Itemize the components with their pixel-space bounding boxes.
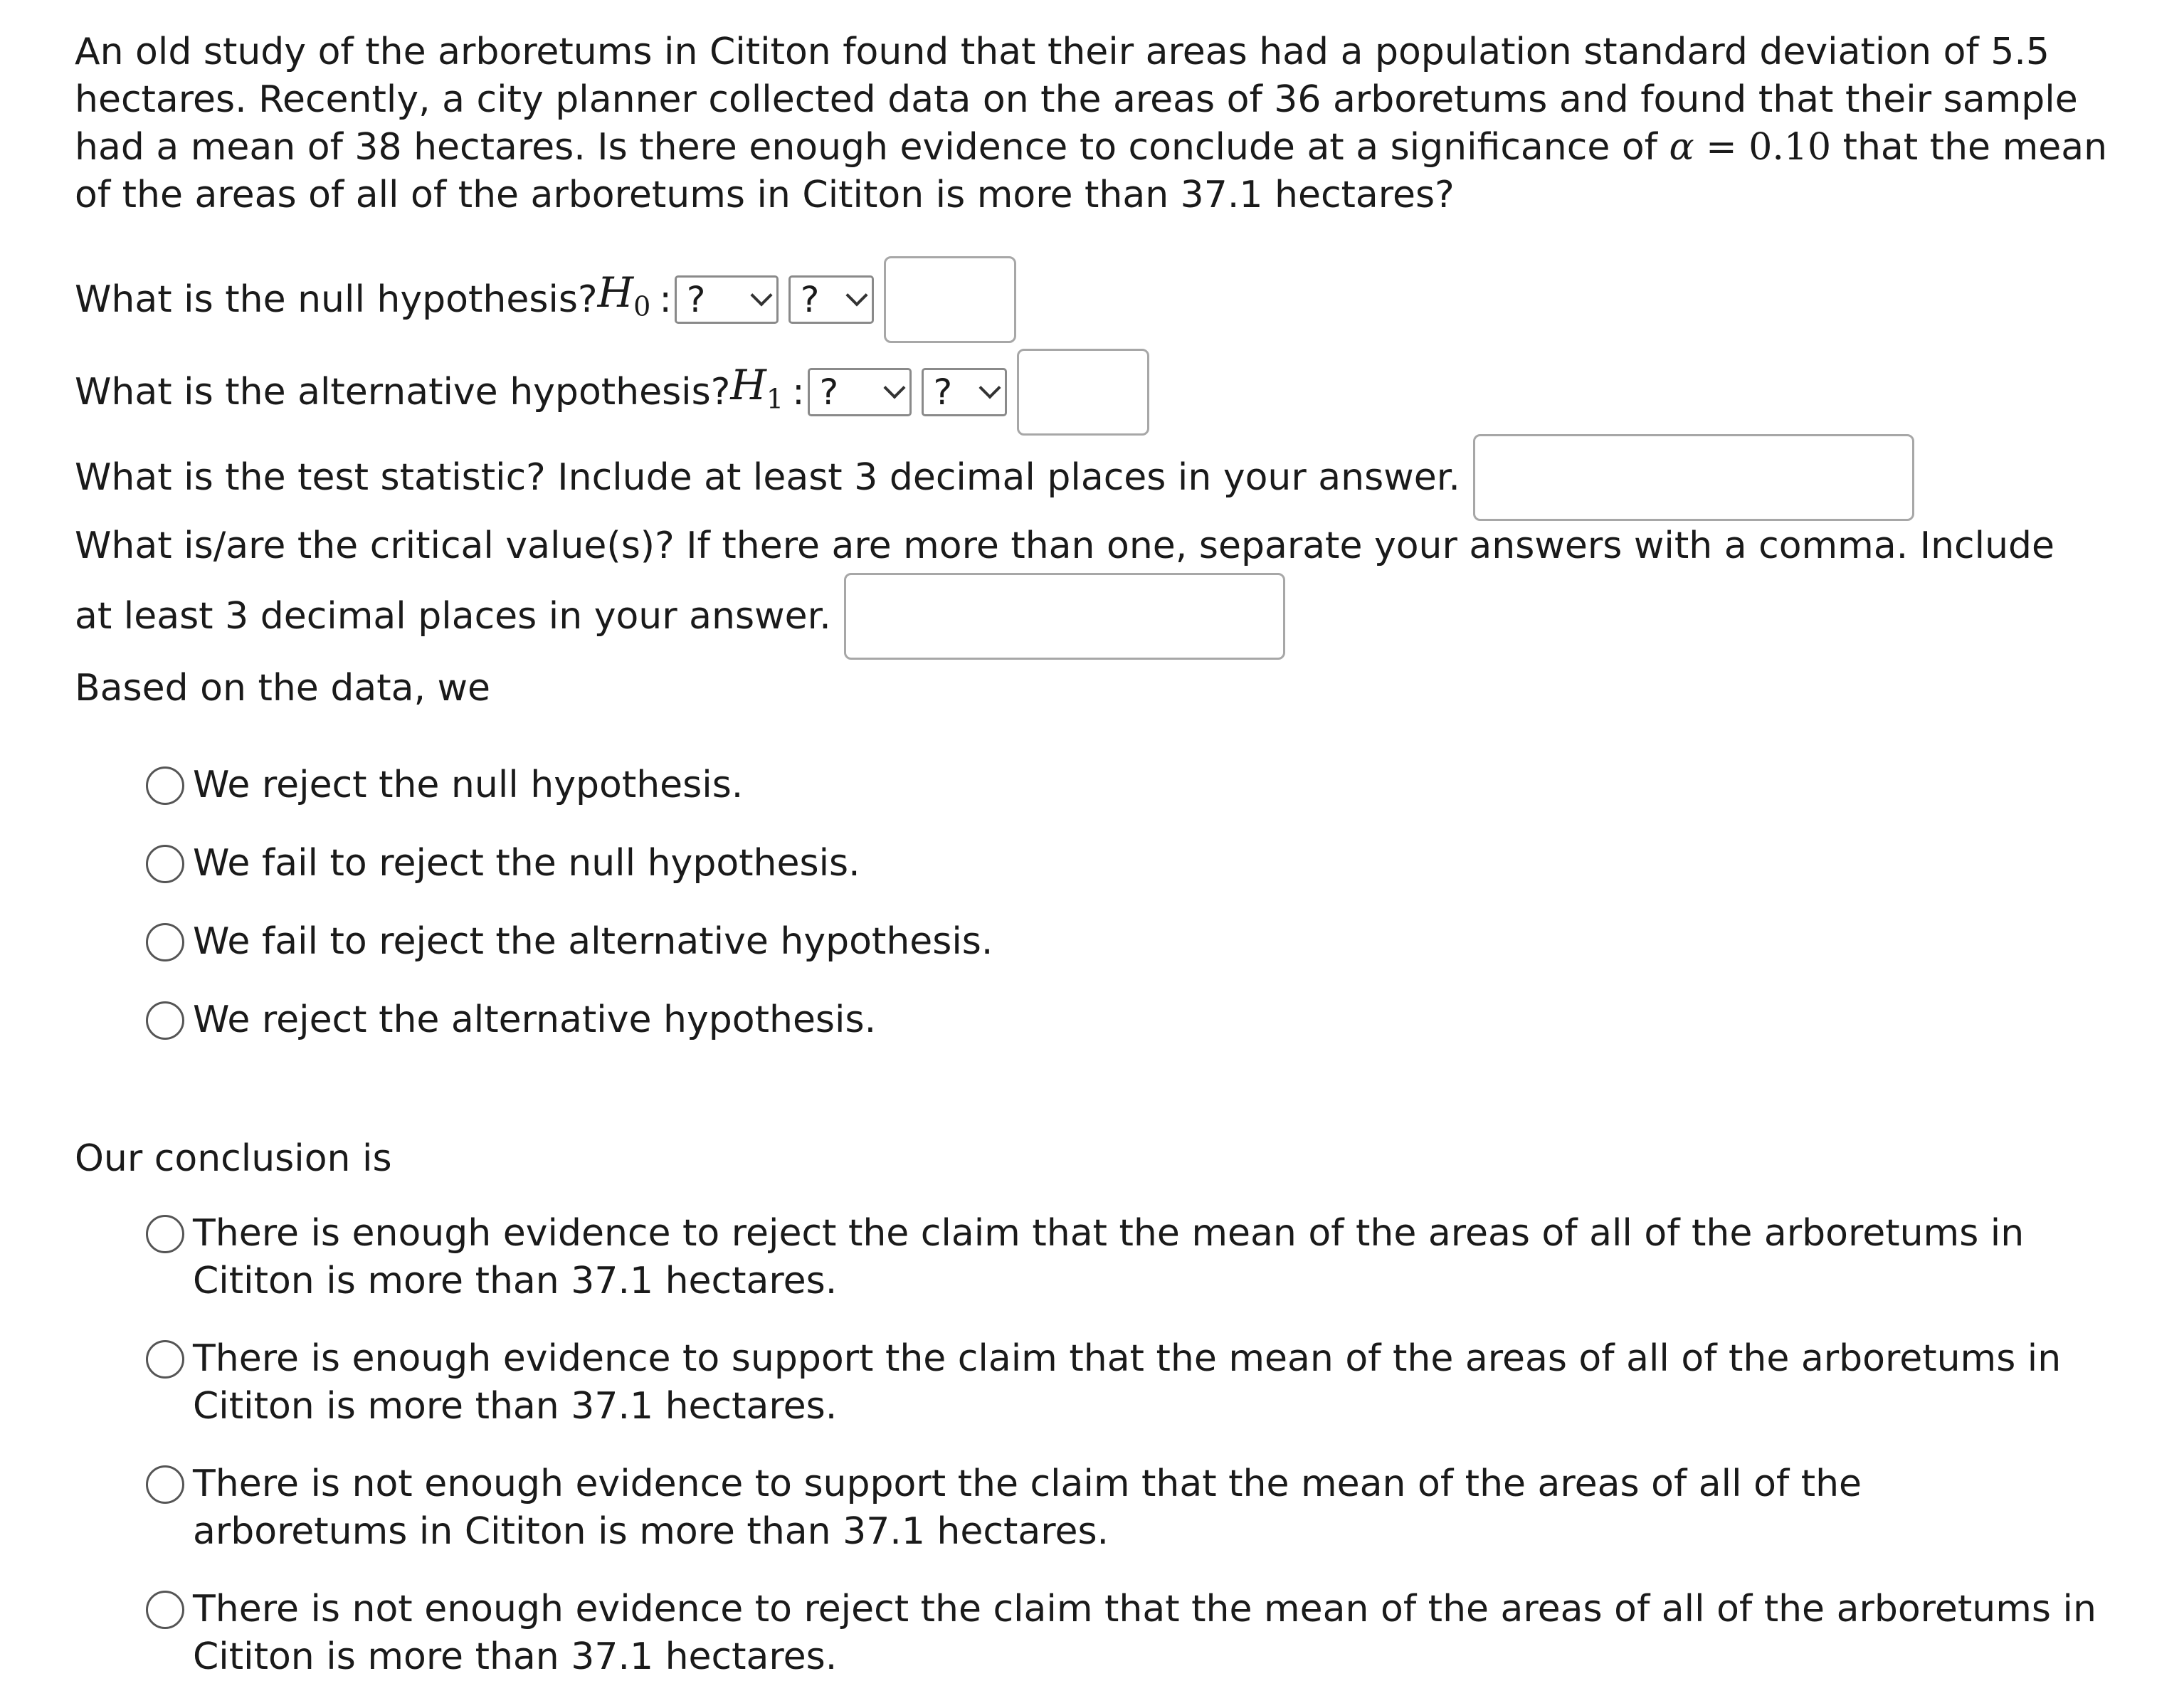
alt-hypothesis-symbol: $H_1$	[730, 360, 784, 415]
radio-button[interactable]	[146, 845, 184, 883]
null-parameter-select[interactable]: ?	[675, 275, 779, 324]
null-hypothesis-row	[75, 256, 1016, 343]
decision-option-fail-reject-null[interactable]: We fail to reject the null hypothesis.	[146, 840, 2138, 887]
null-hypothesis-question: What is the null hypothesis?	[75, 278, 598, 321]
problem-intro: An old study of the arboretums in Cititon found that their areas had a population standard deviation of 5.5 hectares. Recently, a city planner collected data on the areas of 36 arboretums and found that their sample had a mean of 38 hectares. Is there enough evidence to conclude at a significance of	[75, 31, 2078, 169]
alpha-expression	[1669, 126, 1832, 169]
problem-statement	[75, 28, 2138, 219]
alpha-symbol: α	[1669, 126, 1694, 169]
radio-button[interactable]	[146, 766, 184, 805]
critical-value-question-line1: What is/are the critical value(s)? If there are more than one, separate your answers with a comma. Include	[75, 525, 2055, 567]
decision-option-reject-alt[interactable]: We reject the alternative hypothesis.	[146, 996, 2138, 1044]
critical-value-question-line2: at least 3 decimal places in your answer.	[75, 594, 831, 638]
null-hypothesis-colon: :	[659, 278, 672, 321]
alpha-value: 0.10	[1748, 126, 1832, 169]
conclusion-option-3[interactable]: There is not enough evidence to support the claim that the mean of the areas of all of the arboretums in Cititon is more than 37.1 hectares.	[146, 1460, 2138, 1556]
problem-outro: that the mean of the areas of all of the arboretums in Cititon is more than 37.1 hectares?	[75, 126, 2108, 216]
conclusion-option-4[interactable]: There is not enough evidence to reject the claim that the mean of the areas of all of the arboretums in Cititon is more than 37.1 hectares.	[146, 1586, 2138, 1681]
alt-parameter-select[interactable]: ?	[808, 368, 912, 416]
alt-operator-select[interactable]: ?	[922, 368, 1007, 416]
test-statistic-row	[75, 434, 1914, 521]
alpha-equals: =	[1694, 126, 1749, 169]
alt-value-input[interactable]	[1017, 349, 1149, 436]
radio-button[interactable]	[146, 1340, 184, 1379]
test-statistic-question: What is the test statistic? Include at least 3 decimal places in your answer.	[75, 455, 1460, 499]
alt-hypothesis-question: What is the alternative hypothesis?	[75, 370, 731, 413]
radio-button[interactable]	[146, 923, 184, 961]
critical-value-row	[75, 573, 1285, 660]
radio-button[interactable]	[146, 1465, 184, 1504]
conclusion-label: Our conclusion is	[75, 1137, 392, 1180]
conclusion-option-1[interactable]: There is enough evidence to reject the claim that the mean of the areas of all of the arboretums in Cititon is more than 37.1 hectares.	[146, 1210, 2138, 1305]
chevron-down-icon	[750, 284, 772, 306]
critical-value-input[interactable]	[844, 573, 1285, 660]
alt-hypothesis-row	[75, 349, 1149, 436]
radio-button[interactable]	[146, 1001, 184, 1040]
null-hypothesis-symbol: $H_0$	[597, 268, 651, 322]
test-statistic-input[interactable]	[1473, 434, 1914, 521]
chevron-down-icon	[978, 376, 1001, 399]
decision-option-fail-reject-alt[interactable]: We fail to reject the alternative hypothesis.	[146, 918, 2138, 966]
decision-option-reject-null[interactable]: We reject the null hypothesis.	[146, 762, 2138, 809]
radio-button[interactable]	[146, 1591, 184, 1629]
alt-hypothesis-colon: :	[792, 370, 805, 413]
null-operator-select[interactable]: ?	[788, 275, 874, 324]
conclusion-option-2[interactable]: There is enough evidence to support the claim that the mean of the areas of all of the arboretums in Cititon is more than 37.1 hectares.	[146, 1335, 2138, 1430]
decision-label: Based on the data, we	[75, 667, 491, 710]
null-value-input[interactable]	[884, 256, 1016, 343]
chevron-down-icon	[845, 284, 867, 306]
chevron-down-icon	[883, 376, 905, 399]
radio-button[interactable]	[146, 1215, 184, 1253]
